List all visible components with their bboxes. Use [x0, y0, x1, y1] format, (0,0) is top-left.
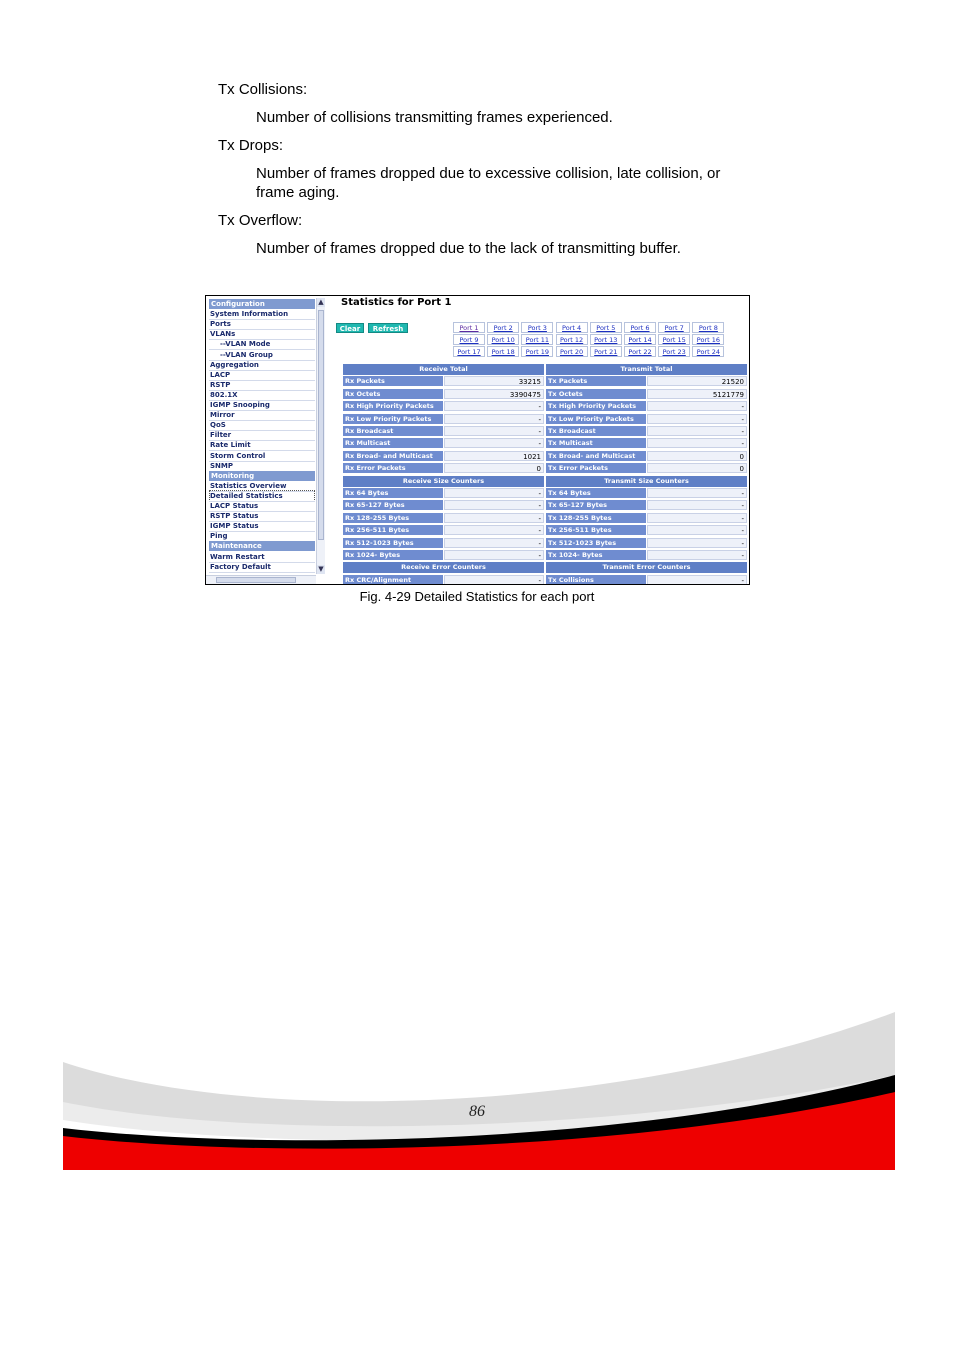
rx-stat-label: Rx Packets [343, 376, 443, 386]
menu-item[interactable]: Storm Control [210, 451, 266, 460]
tx-stat-value: - [647, 414, 747, 424]
rx-stat-value: 3390475 [444, 389, 544, 399]
tx-stat-label: Tx Low Priority Packets [546, 414, 646, 424]
figure-caption: Fig. 4-29 Detailed Statistics for each port [359, 589, 595, 604]
menu-item[interactable]: IGMP Snooping [210, 401, 270, 409]
refresh-button[interactable]: Refresh [368, 323, 408, 333]
tx-stat-label: Tx 1024- Bytes [546, 550, 646, 560]
rx-stat-label: Rx Broad- and Multicast [343, 451, 443, 461]
port-link[interactable]: Port 5 [590, 322, 622, 333]
navigation-sidebar [206, 296, 324, 584]
rx-stat-label: Rx Broadcast [343, 426, 443, 436]
menu-item[interactable]: --VLAN Mode [220, 340, 271, 349]
menu-item[interactable]: Factory Default [210, 562, 271, 571]
horizontal-scrollbar[interactable] [206, 575, 316, 584]
menu-item[interactable]: IGMP Status [210, 522, 259, 531]
port-link[interactable]: Port 8 [692, 322, 724, 333]
horizontal-scroll-thumb[interactable] [216, 577, 296, 583]
tx-collisions-description: Number of collisions transmitting frames experienced. [256, 109, 613, 126]
tx-stat-value: - [647, 500, 747, 510]
tx-overflow-description: Number of frames dropped due to the lack of transmitting buffer. [256, 240, 681, 257]
rx-stat-label: Rx 65-127 Bytes [343, 500, 443, 510]
tx-stat-value: - [647, 438, 747, 448]
tx-stat-label: Tx Packets [546, 376, 646, 386]
transmit-section-header: Transmit Error Counters [546, 562, 747, 573]
tx-drops-description: Number of frames dropped due to excessive collision, late collision, or frame aging. [256, 165, 721, 201]
transmit-section-header: Transmit Size Counters [546, 476, 747, 487]
detailed-statistics-screenshot [205, 295, 750, 585]
tx-stat-value: 21520 [647, 376, 747, 386]
tx-collisions-term: Tx Collisions: [218, 81, 308, 98]
port-link[interactable]: Port 12 [556, 334, 588, 345]
port-link[interactable]: Port 9 [453, 334, 485, 345]
port-link[interactable]: Port 3 [521, 322, 553, 333]
rx-stat-label: Rx Low Priority Packets [343, 414, 443, 424]
tx-stat-value: - [647, 575, 747, 585]
menu-section-header[interactable]: Maintenance [209, 541, 315, 551]
tx-stat-label: Tx 64 Bytes [546, 488, 646, 498]
rx-stat-label: Rx 64 Bytes [343, 488, 443, 498]
rx-stat-value: - [444, 414, 544, 424]
tx-drops-term: Tx Drops: [218, 137, 284, 154]
statistics-title: Statistics for Port 1 [341, 297, 452, 308]
rx-stat-label: Rx High Priority Packets [343, 401, 443, 411]
rx-stat-label: Rx CRC/Alignment [343, 575, 443, 585]
rx-stat-value: 1021 [444, 451, 544, 461]
port-link[interactable]: Port 19 [521, 346, 553, 357]
rx-stat-value: - [444, 438, 544, 448]
port-link[interactable]: Port 4 [556, 322, 588, 333]
tx-stat-label: Tx Error Packets [546, 463, 646, 473]
menu-item[interactable]: Aggregation [210, 360, 259, 369]
receive-section-header: Receive Error Counters [343, 562, 544, 573]
menu-item[interactable]: SNMP [210, 461, 233, 470]
rx-stat-value: - [444, 426, 544, 436]
menu-item[interactable]: Detailed Statistics [210, 491, 314, 501]
tx-stat-label: Tx Octets [546, 389, 646, 399]
transmit-section-header: Transmit Total [546, 364, 747, 375]
page-number: 86 [469, 1103, 485, 1120]
port-link[interactable]: Port 23 [658, 346, 690, 357]
scroll-up-arrow-icon[interactable]: ▲ [318, 298, 324, 306]
rx-stat-label: Rx Multicast [343, 438, 443, 448]
rx-stat-value: - [444, 488, 544, 498]
menu-item[interactable]: VLANs [210, 330, 236, 339]
tx-overflow-term: Tx Overflow: [218, 212, 303, 229]
receive-section-header: Receive Size Counters [343, 476, 544, 487]
scroll-down-arrow-icon[interactable]: ▼ [318, 565, 324, 573]
receive-section-header: Receive Total [343, 364, 544, 375]
port-link[interactable]: Port 11 [521, 334, 553, 345]
rx-stat-value: - [444, 500, 544, 510]
port-link[interactable]: Port 17 [453, 346, 485, 357]
port-link[interactable]: Port 13 [590, 334, 622, 345]
menu-item[interactable]: Mirror [210, 411, 235, 420]
tx-stat-value: - [647, 538, 747, 548]
port-link[interactable]: Port 21 [590, 346, 622, 357]
menu-section-header[interactable]: Configuration [209, 299, 315, 309]
menu-item[interactable]: Rate Limit [210, 441, 251, 450]
tx-stat-label: Tx High Priority Packets [546, 401, 646, 411]
tx-stat-value: 5121779 [647, 389, 747, 399]
rx-stat-label: Rx 1024- Bytes [343, 550, 443, 560]
menu-item[interactable]: --VLAN Group [220, 350, 273, 359]
port-link[interactable]: Port 1 [453, 322, 485, 333]
rx-stat-value: 0 [444, 463, 544, 473]
clear-button[interactable]: Clear [336, 323, 364, 333]
port-link[interactable]: Port 14 [624, 334, 656, 345]
menu-item[interactable]: RSTP [210, 380, 231, 389]
port-link[interactable]: Port 2 [487, 322, 519, 333]
tx-stat-value: - [647, 426, 747, 436]
menu-item[interactable]: Filter [210, 431, 232, 440]
port-link[interactable]: Port 22 [624, 346, 656, 357]
tx-stat-label: Tx Multicast [546, 438, 646, 448]
port-link[interactable]: Port 7 [658, 322, 690, 333]
menu-item[interactable]: QoS [210, 421, 226, 430]
rx-stat-value: - [444, 538, 544, 548]
menu-item[interactable]: Warm Restart [210, 552, 265, 561]
rx-stat-label: Rx 128-255 Bytes [343, 513, 443, 523]
tx-stat-value: - [647, 401, 747, 411]
menu-item[interactable]: Ping [210, 532, 228, 541]
rx-stat-value: - [444, 513, 544, 523]
rx-stat-label: Rx Error Packets [343, 463, 443, 473]
rx-stat-label: Rx Octets [343, 389, 443, 399]
port-link[interactable]: Port 15 [658, 334, 690, 345]
rx-stat-value: - [444, 525, 544, 535]
tx-stat-label: Tx 512-1023 Bytes [546, 538, 646, 548]
rx-stat-value: - [444, 575, 544, 585]
tx-stat-label: Tx Broad- and Multicast [546, 451, 646, 461]
port-link[interactable]: Port 16 [692, 334, 724, 345]
tx-stat-label: Tx Collisions [546, 575, 646, 585]
tx-stat-value: 0 [647, 463, 747, 473]
port-link[interactable]: Port 20 [556, 346, 588, 357]
tx-stat-label: Tx 65-127 Bytes [546, 500, 646, 510]
rx-stat-label: Rx 256-511 Bytes [343, 525, 443, 535]
statistics-panel [324, 296, 749, 584]
tx-stat-value: - [647, 525, 747, 535]
tx-stat-value: 0 [647, 451, 747, 461]
port-link[interactable]: Port 6 [624, 322, 656, 333]
port-link[interactable]: Port 10 [487, 334, 519, 345]
menu-item[interactable]: LACP [210, 370, 231, 379]
tx-stat-label: Tx 128-255 Bytes [546, 513, 646, 523]
menu-item[interactable]: 802.1X [210, 390, 238, 399]
tx-stat-value: - [647, 488, 747, 498]
menu-item[interactable]: Ports [210, 320, 231, 329]
tx-stat-value: - [647, 550, 747, 560]
rx-stat-label: Rx 512-1023 Bytes [343, 538, 443, 548]
rx-stat-value: - [444, 401, 544, 411]
footer-swoosh-graphic [0, 1000, 954, 1200]
menu-item[interactable]: Statistics Overview [210, 481, 287, 490]
tx-stat-label: Tx Broadcast [546, 426, 646, 436]
port-link[interactable]: Port 18 [487, 346, 519, 357]
port-link[interactable]: Port 24 [692, 346, 724, 357]
menu-section-header[interactable]: Monitoring [209, 471, 315, 481]
menu-item[interactable]: System Information [210, 310, 289, 319]
menu-item[interactable]: LACP Status [210, 502, 259, 510]
rx-stat-value: 33215 [444, 376, 544, 386]
tx-stat-label: Tx 256-511 Bytes [546, 525, 646, 535]
rx-stat-value: - [444, 550, 544, 560]
menu-item[interactable]: RSTP Status [210, 512, 259, 521]
tx-stat-value: - [647, 513, 747, 523]
menu-separator [209, 572, 315, 573]
